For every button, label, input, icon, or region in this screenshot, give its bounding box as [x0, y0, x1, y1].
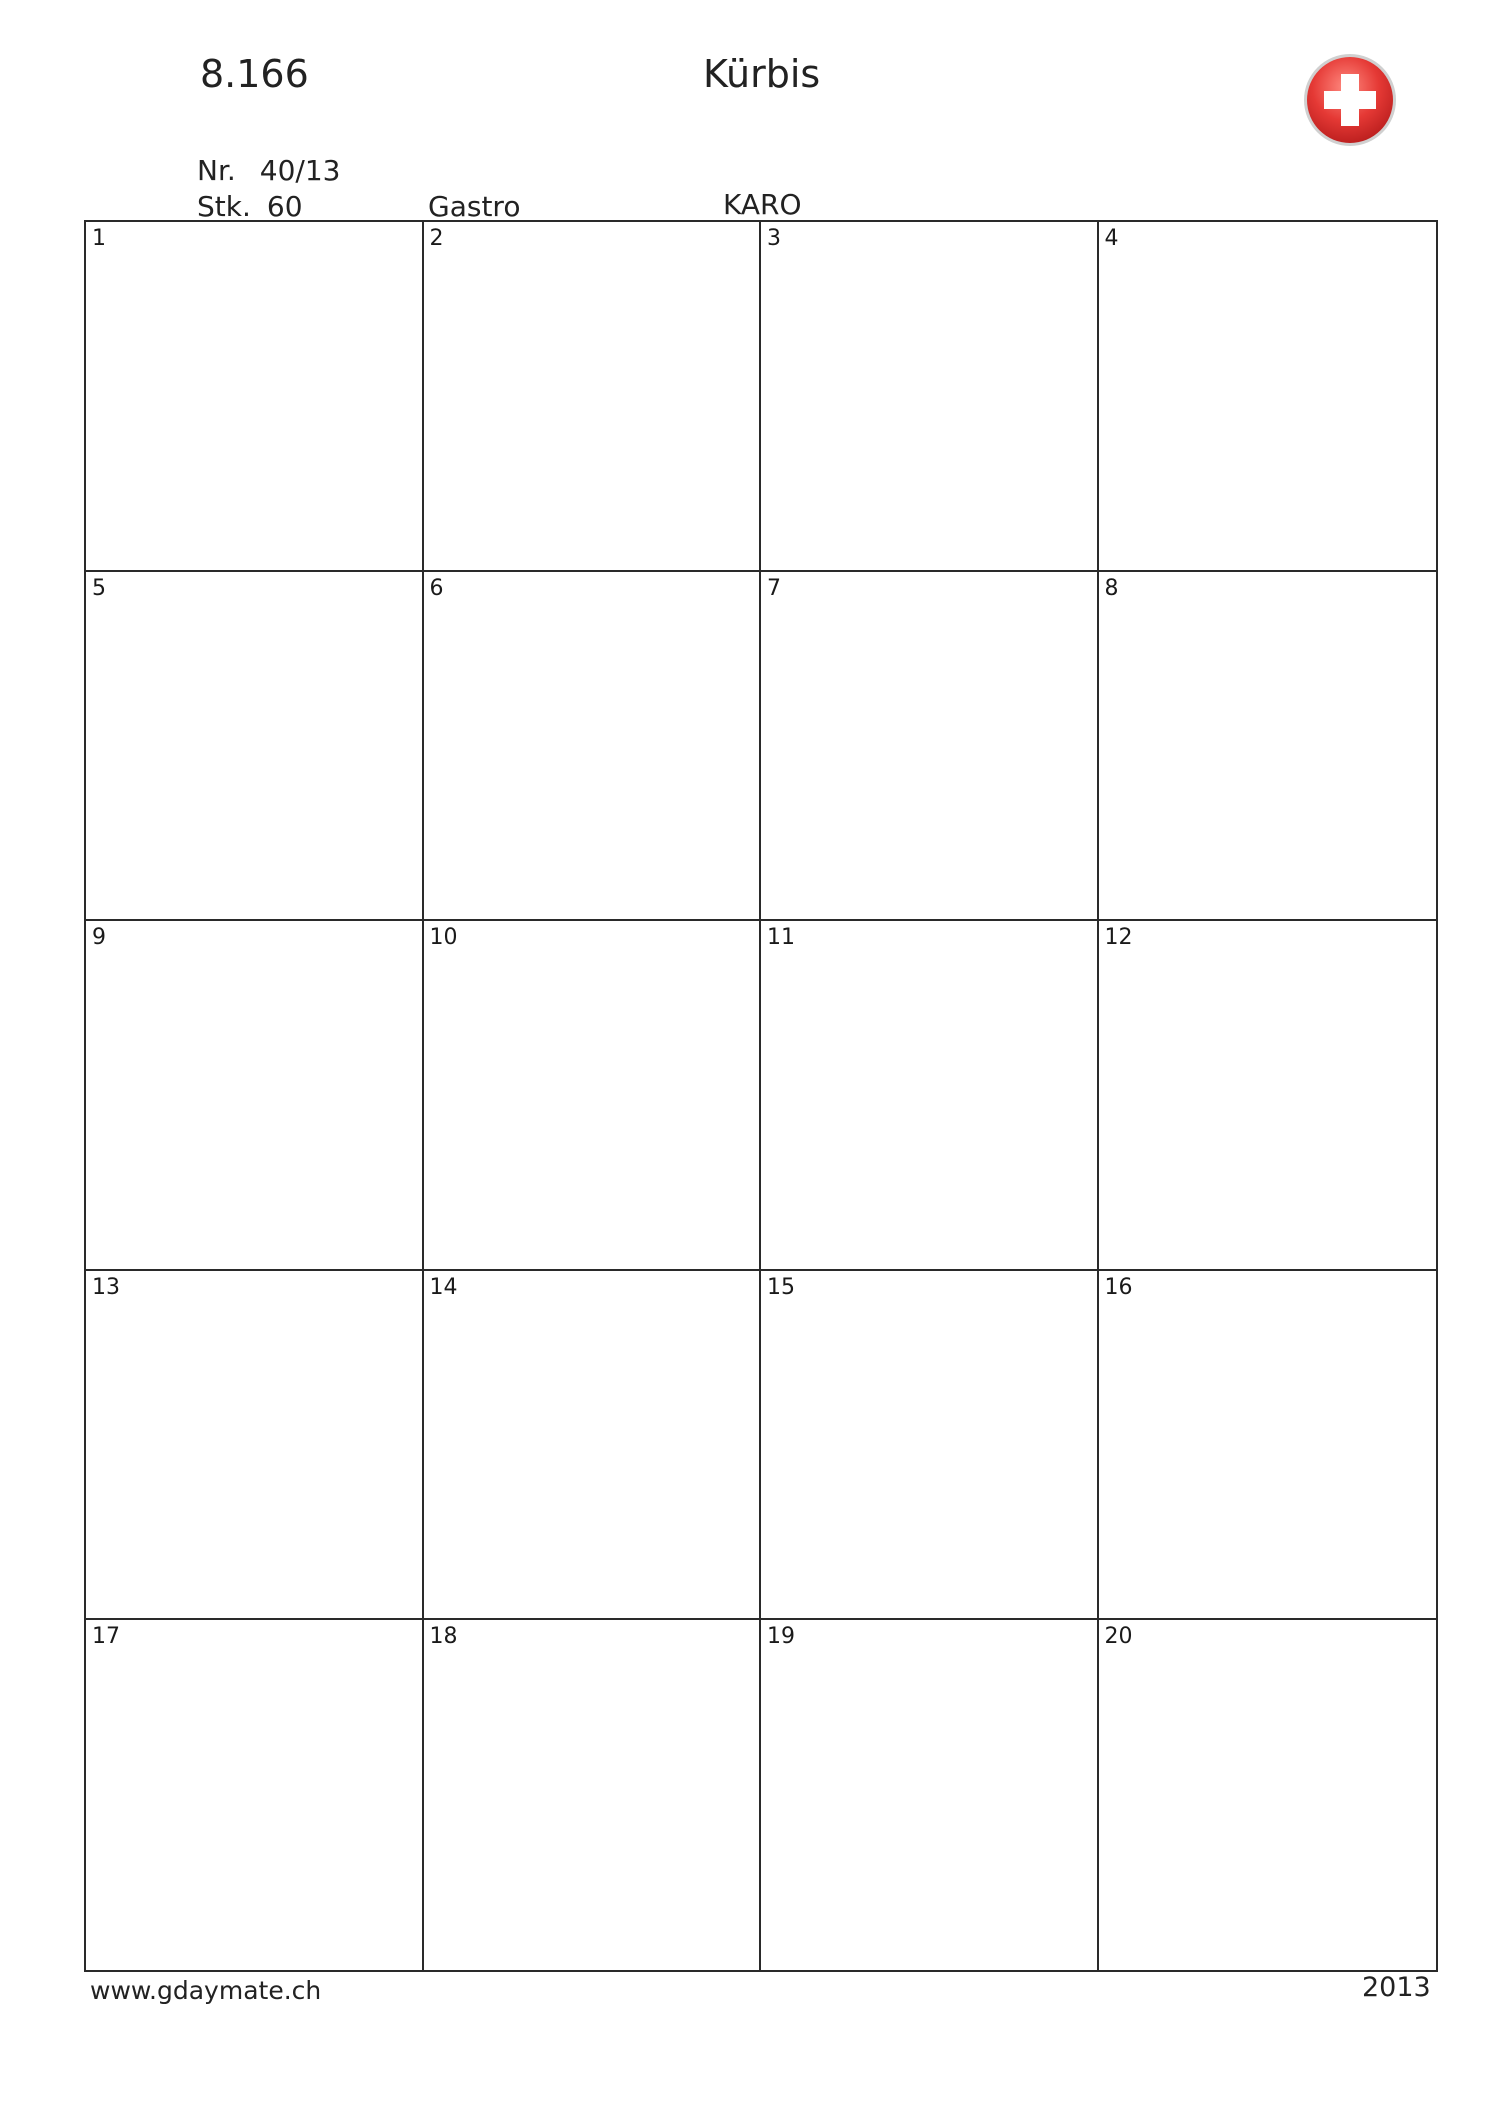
numbered-grid — [84, 220, 1438, 1972]
stk-label: Stk. — [197, 190, 251, 223]
grid-cell — [761, 921, 1099, 1271]
grid-cell — [1099, 222, 1437, 572]
swiss-cross-icon — [1302, 52, 1398, 148]
cell-number: 16 — [1104, 1274, 1133, 1300]
grid-cell — [761, 1620, 1099, 1970]
cell-number: 14 — [429, 1274, 458, 1300]
grid-cell — [86, 572, 424, 922]
grid-cell — [86, 921, 424, 1271]
nr-value: 40/13 — [259, 154, 341, 187]
cell-number: 11 — [767, 925, 795, 951]
category-label: Gastro — [428, 190, 521, 223]
pattern-label: KARO — [723, 188, 802, 221]
nr-label: Nr. — [197, 154, 236, 187]
grid-cell — [761, 222, 1099, 572]
grid-cell — [1099, 572, 1437, 922]
nr-line — [197, 154, 341, 187]
cell-number: 13 — [92, 1274, 120, 1300]
cell-number: 10 — [429, 925, 458, 951]
cell-number: 18 — [429, 1624, 458, 1650]
grid-cell — [1099, 921, 1437, 1271]
grid-cell — [86, 222, 424, 572]
year-label: 2013 — [1362, 1972, 1431, 2003]
cell-number: 2 — [429, 226, 444, 251]
cell-number: 19 — [767, 1624, 795, 1650]
stk-value: 60 — [266, 190, 303, 223]
cell-number: 7 — [767, 575, 781, 601]
grid-cell — [424, 572, 762, 922]
grid-cell — [761, 1271, 1099, 1621]
cell-number: 8 — [1104, 575, 1119, 601]
cell-number: 3 — [767, 226, 781, 251]
code-number: 8.166 — [200, 52, 309, 96]
cell-number: 9 — [92, 925, 106, 951]
cell-number: 20 — [1104, 1624, 1133, 1650]
cell-number: 1 — [92, 226, 106, 251]
page-title: Kürbis — [703, 52, 821, 96]
grid-cell — [424, 222, 762, 572]
grid-cell — [424, 1271, 762, 1621]
grid-cell — [86, 1620, 424, 1970]
cell-number: 6 — [429, 575, 444, 601]
grid-cell — [761, 572, 1099, 922]
grid-cell — [86, 1271, 424, 1621]
cell-number: 4 — [1104, 226, 1119, 251]
cell-number: 12 — [1104, 925, 1133, 951]
website-url: www.gdaymate.ch — [90, 1976, 322, 2005]
cell-number: 17 — [92, 1624, 120, 1650]
grid-cell — [424, 921, 762, 1271]
grid-cell — [1099, 1271, 1437, 1621]
cell-number: 5 — [92, 575, 106, 601]
stk-line — [197, 190, 303, 223]
grid-cell — [424, 1620, 762, 1970]
grid-cell — [1099, 1620, 1437, 1970]
cell-number: 15 — [767, 1274, 795, 1300]
